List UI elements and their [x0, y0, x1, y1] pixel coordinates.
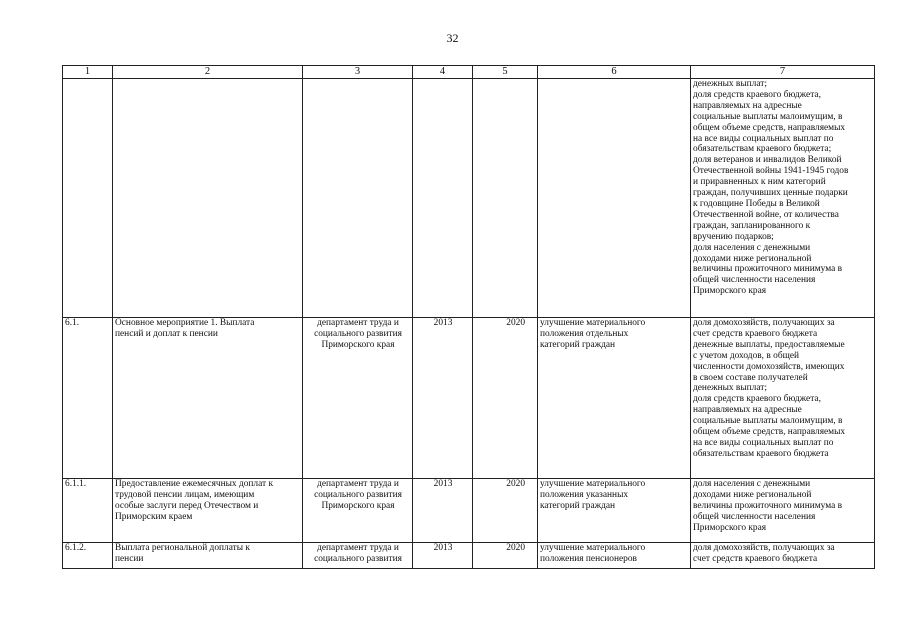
indicator-line: общей численности населения: [693, 511, 816, 522]
indicators: [691, 479, 875, 543]
indicator-line: на все виды социальных выплат по: [693, 437, 834, 448]
column-header-2: 2: [113, 66, 303, 79]
indicator-line: социальные выплаты малоимущим, в: [693, 111, 843, 122]
indicator-line: денежные выплаты, предоставляемые: [693, 339, 845, 350]
column-header-4: 4: [413, 66, 473, 79]
indicator-line: обязательствам краевого бюджета: [693, 448, 829, 459]
row-number: 6.1.2.: [63, 543, 113, 569]
result-line: категорий граждан: [540, 500, 616, 511]
result-line: положения отдельных: [540, 328, 629, 339]
event-name: [113, 79, 303, 318]
event-name: [113, 543, 303, 569]
executor: [303, 479, 413, 543]
start-year: 2013: [413, 479, 473, 543]
executor: [303, 79, 413, 318]
executor-line: Приморского края: [321, 500, 395, 511]
indicator-line: направляемых на адресные: [693, 405, 802, 416]
indicator-line: численности домохозяйств, имеющих: [693, 361, 845, 372]
indicator-line: счет средств краевого бюджета: [693, 328, 818, 339]
event-name: [113, 318, 303, 479]
indicator-line: величины прожиточного минимума в: [693, 500, 843, 511]
column-header-1: 1: [63, 66, 113, 79]
event-name-line: Выплата региональной доплаты к: [115, 543, 250, 553]
end-year: 2020: [473, 543, 538, 569]
indicator-line: Приморского края: [693, 522, 767, 533]
event-name-line: Приморским краем: [115, 511, 193, 522]
result-line: категорий граждан: [540, 339, 616, 350]
column-header-3: 3: [303, 66, 413, 79]
end-year: [473, 79, 538, 318]
indicator-line: счет средств краевого бюджета: [693, 553, 818, 564]
start-year: 2013: [413, 543, 473, 569]
indicator-line: доля домохозяйств, получающих за: [693, 318, 835, 328]
indicator-line: общем объеме средств, направляемых: [693, 122, 846, 133]
result-line: положения указанных: [540, 489, 629, 500]
event-name-line: трудовой пенсии лицам, имеющим: [115, 489, 255, 500]
table-row: [63, 543, 875, 569]
executor: [303, 543, 413, 569]
result-line: положения пенсионеров: [540, 553, 637, 564]
indicator-line: Приморского края: [693, 286, 767, 297]
indicator-line: денежных выплат;: [693, 383, 767, 394]
end-year: 2020: [473, 479, 538, 543]
indicator-line: на все виды социальных выплат по: [693, 133, 834, 144]
indicator-line: обязательствам краевого бюджета;: [693, 144, 832, 155]
event-name-line: пенсий и доплат к пенсии: [115, 328, 218, 339]
executor-line: Приморского края: [321, 339, 395, 350]
indicator-line: в своем составе получателей: [693, 372, 808, 383]
page-number: 32: [446, 31, 459, 45]
executor: [303, 318, 413, 479]
start-year: 2013: [413, 318, 473, 479]
start-year: [413, 79, 473, 318]
event-name-line: Предоставление ежемесячных доплат к: [115, 479, 274, 489]
event-name-line: Основное мероприятие 1. Выплата: [115, 318, 255, 328]
row-number: [63, 79, 113, 318]
indicators: [691, 543, 875, 569]
indicator-line: доля средств краевого бюджета,: [693, 394, 821, 405]
table-row: [63, 479, 875, 543]
column-header-7: 7: [691, 66, 875, 79]
executor-line: социального развития: [314, 328, 402, 339]
expected-result: [538, 79, 691, 318]
event-name-line: пенсии: [115, 553, 144, 564]
indicator-line: граждан, получивших ценные подарки: [693, 188, 848, 199]
event-name: [113, 479, 303, 543]
expected-result: [538, 318, 691, 479]
indicator-line: направляемых на адресные: [693, 100, 802, 111]
executor-line: социального развития: [314, 553, 402, 564]
result-line: улучшение материального: [540, 479, 646, 489]
result-line: улучшение материального: [540, 318, 646, 328]
indicators: [691, 79, 875, 318]
indicator-line: величины прожиточного минимума в: [693, 264, 843, 275]
indicator-line: общей численности населения: [693, 275, 816, 286]
table-row: [63, 79, 875, 318]
indicator-line: доходами ниже региональной: [693, 253, 812, 264]
indicator-line: вручению подарков;: [693, 231, 774, 242]
indicator-line: с учетом доходов, в общей: [693, 350, 799, 361]
column-header-6: 6: [538, 66, 691, 79]
indicator-line: доля населения с денежными: [693, 479, 811, 489]
indicator-line: доля ветеранов и инвалидов Великой: [693, 155, 842, 166]
indicator-line: к годовщине Победы в Великой: [693, 198, 820, 209]
indicator-line: доля домохозяйств, получающих за: [693, 543, 835, 553]
program-table: [62, 65, 875, 569]
executor-line: департамент труда и: [317, 543, 399, 553]
indicator-line: денежных выплат;: [693, 79, 767, 89]
executor-line: социального развития: [314, 489, 402, 500]
indicator-line: доля средств краевого бюджета,: [693, 89, 821, 100]
table-row: [63, 318, 875, 479]
indicator-line: доля населения с денежными: [693, 242, 811, 253]
indicator-line: социальные выплаты малоимущим, в: [693, 416, 843, 427]
column-header-5: 5: [473, 66, 538, 79]
expected-result: [538, 479, 691, 543]
indicators: [691, 318, 875, 479]
end-year: 2020: [473, 318, 538, 479]
indicator-line: общем объеме средств, направляемых: [693, 427, 846, 438]
executor-line: департамент труда и: [317, 318, 399, 328]
indicator-line: граждан, запланированного к: [693, 220, 811, 231]
indicator-line: и приравненных к ним категорий: [693, 177, 826, 188]
result-line: улучшение материального: [540, 543, 646, 553]
expected-result: [538, 543, 691, 569]
indicator-line: Отечественной войны 1941-1945 годов: [693, 166, 849, 177]
event-name-line: особые заслуги перед Отечеством и: [115, 500, 259, 511]
header-row: [63, 66, 875, 79]
indicator-line: Отечественной войне, от количества: [693, 209, 839, 220]
row-number: 6.1.: [63, 318, 113, 479]
executor-line: департамент труда и: [317, 479, 399, 489]
row-number: 6.1.1.: [63, 479, 113, 543]
indicator-line: доходами ниже региональной: [693, 489, 812, 500]
